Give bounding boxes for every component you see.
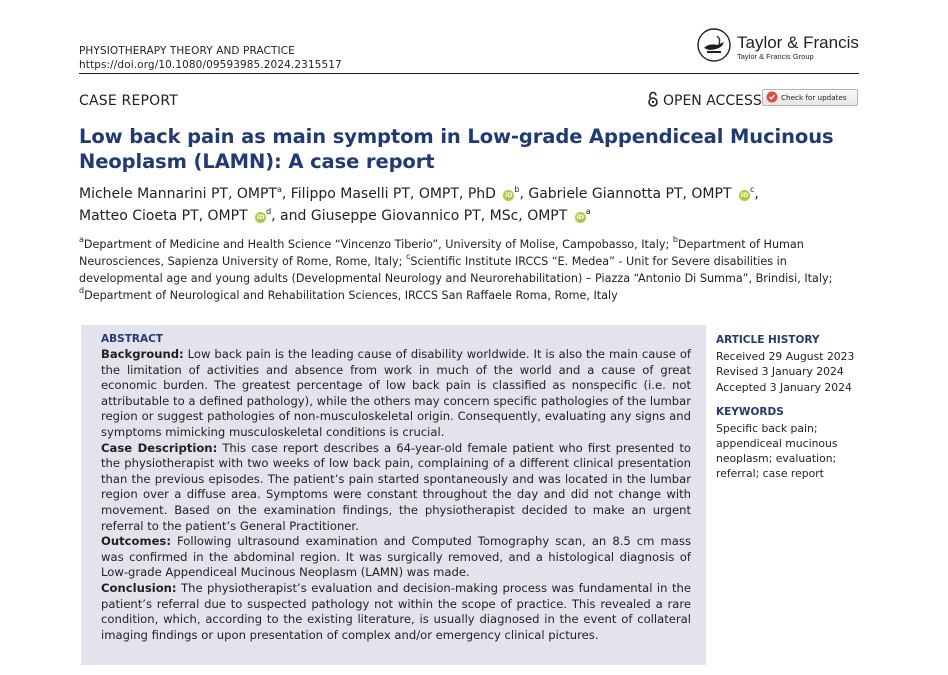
abstract-section: Background: Low back pain is the leading cause of disability worldwide. It is also the main cause of the limitation of activities and absence from work in much of the world and a cause of great economic burden. The greatest percentage of low back pain is classified as nonspecific (i.e. not attributable to a defined pathology), while the others may concern specific pathologies of the lumbar region or suggest pathologies of non-musculoskeletal origin. Consequently, evaluating any signs and symptoms mimicking musculoskeletal conditions is crucial. [101,347,691,439]
publisher-logo[interactable] [697,28,859,66]
header-divider [79,73,859,74]
author[interactable]: Michele Mannarini PT, OMPT$^a$ [79,185,282,202]
revised-date: Revised 3 January 2024 [716,365,844,378]
orcid-icon[interactable]: iD [740,191,749,199]
article-sidebar [716,333,856,481]
received-date: Received 29 August 2023 [716,349,855,363]
author[interactable]: Filippo Maselli PT, OMPT, PhD $iD^b$ [290,185,520,202]
author[interactable]: Giuseppe Giovannico PT, MSc, OMPT $iD^a$ [310,207,591,224]
doi-link[interactable]: https://doi.org/10.1080/09593985.2024.2315517 [79,59,342,71]
abstract-section: Outcomes: Following ultrasound examination and Computed Tomography scan, an 8.5 cm mass was confirmed in the abdominal region. It was surgically removed, and a histological diagnosis of Low-grade Appendiceal Mucinous Neoplasm (LAMN) was made. [101,534,691,580]
open-access-lock-icon [647,91,659,111]
article-type: CASE REPORT [79,93,179,109]
abstract-body [101,347,691,643]
accepted-date: Accepted 3 January 2024 [716,380,852,394]
check-for-updates-button[interactable] [762,89,858,106]
orcid-icon[interactable]: iD [256,213,265,221]
publisher-group: Taylor & Francis Group [737,51,814,61]
keywords-list: Specific back pain; appendiceal mucinous neoplasm; evaluation; referral; case report [716,421,838,481]
open-access-badge [647,91,762,111]
open-access-label: OPEN ACCESS [663,93,762,109]
orcid-icon[interactable]: iD [576,213,585,221]
affiliations: $^a$Department of Medicine and Health Science “Vincenzo Tiberio”, University of Molise, Campobasso, Italy; $^b$Department of Human Neurosciences, Sapienza University of Rome, Rome, Italy; $^c$Scientific Institute IRCCS “E. Medea” - Unit for Severe disabilities in developmental age and young adults (Developmental Neurology and Neurorehabilitation) – Piazza “Antonio Di Summa”, Brindisi, Italy; $^d$Department of Neurological and Rehabilitation Sciences, IRCCS San Raffaele Roma, Rome, Italy [79,235,833,302]
lamp-logo-icon [697,28,731,66]
orcid-icon[interactable]: iD [505,191,513,199]
article-title: Low back pain as main symptom in Low-grade Appendiceal Mucinous Neoplasm (LAMN): A case report [79,125,834,173]
abstract-section: Case Description: This case report describes a 64-year-old female patient who first presented to the physiotherapist with two weeks of low back pain, complaining of a different clinical presentation than the previous episodes. The patient’s pain started spontaneously and was located in the lumbar region over a diffuse area. Symptoms were constant throughout the day and did not change with movement. Based on the examination findings, the physiotherapist decided to make an urgent referral to the patient’s General Practitioner. [101,440,691,533]
keywords-heading: KEYWORDS [716,406,784,418]
abstract-section: Conclusion: The physiotherapist’s evaluation and decision-making process was fundamental in the patient’s referral due to suspected pathology not within the scope of practice. This revealed a rare condition, which, according to the existing literature, is usually diagnosed in the event of collateral imaging findings or upon presentation of complex and/or emergency clinical pictures. [101,580,691,642]
author[interactable]: Gabriele Giannotta PT, OMPT $iD^c$ [528,185,755,202]
author[interactable]: Matteo Cioeta PT, OMPT $iD^d$ [79,207,272,224]
author-list: Michele Mannarini PT, OMPT$^a$, Filippo Maselli PT, OMPT, PhD $iD^b$, Gabriele Giannotta PT, OMPT $iD^c$, Matteo Cioeta PT, OMPT $iD^d$, and Giuseppe Giovannico PT, MSc, OMPT $iD^a$ [79,185,759,224]
journal-header [79,44,342,72]
abstract-heading: ABSTRACT [101,333,163,345]
article-history-heading: ARTICLE HISTORY [716,334,820,346]
crossmark-icon [766,91,778,105]
journal-name: PHYSIOTHERAPY THEORY AND PRACTICE [79,45,295,57]
publisher-name: Taylor & Francis [737,32,859,52]
check-for-updates-label: Check for updates [781,93,847,102]
